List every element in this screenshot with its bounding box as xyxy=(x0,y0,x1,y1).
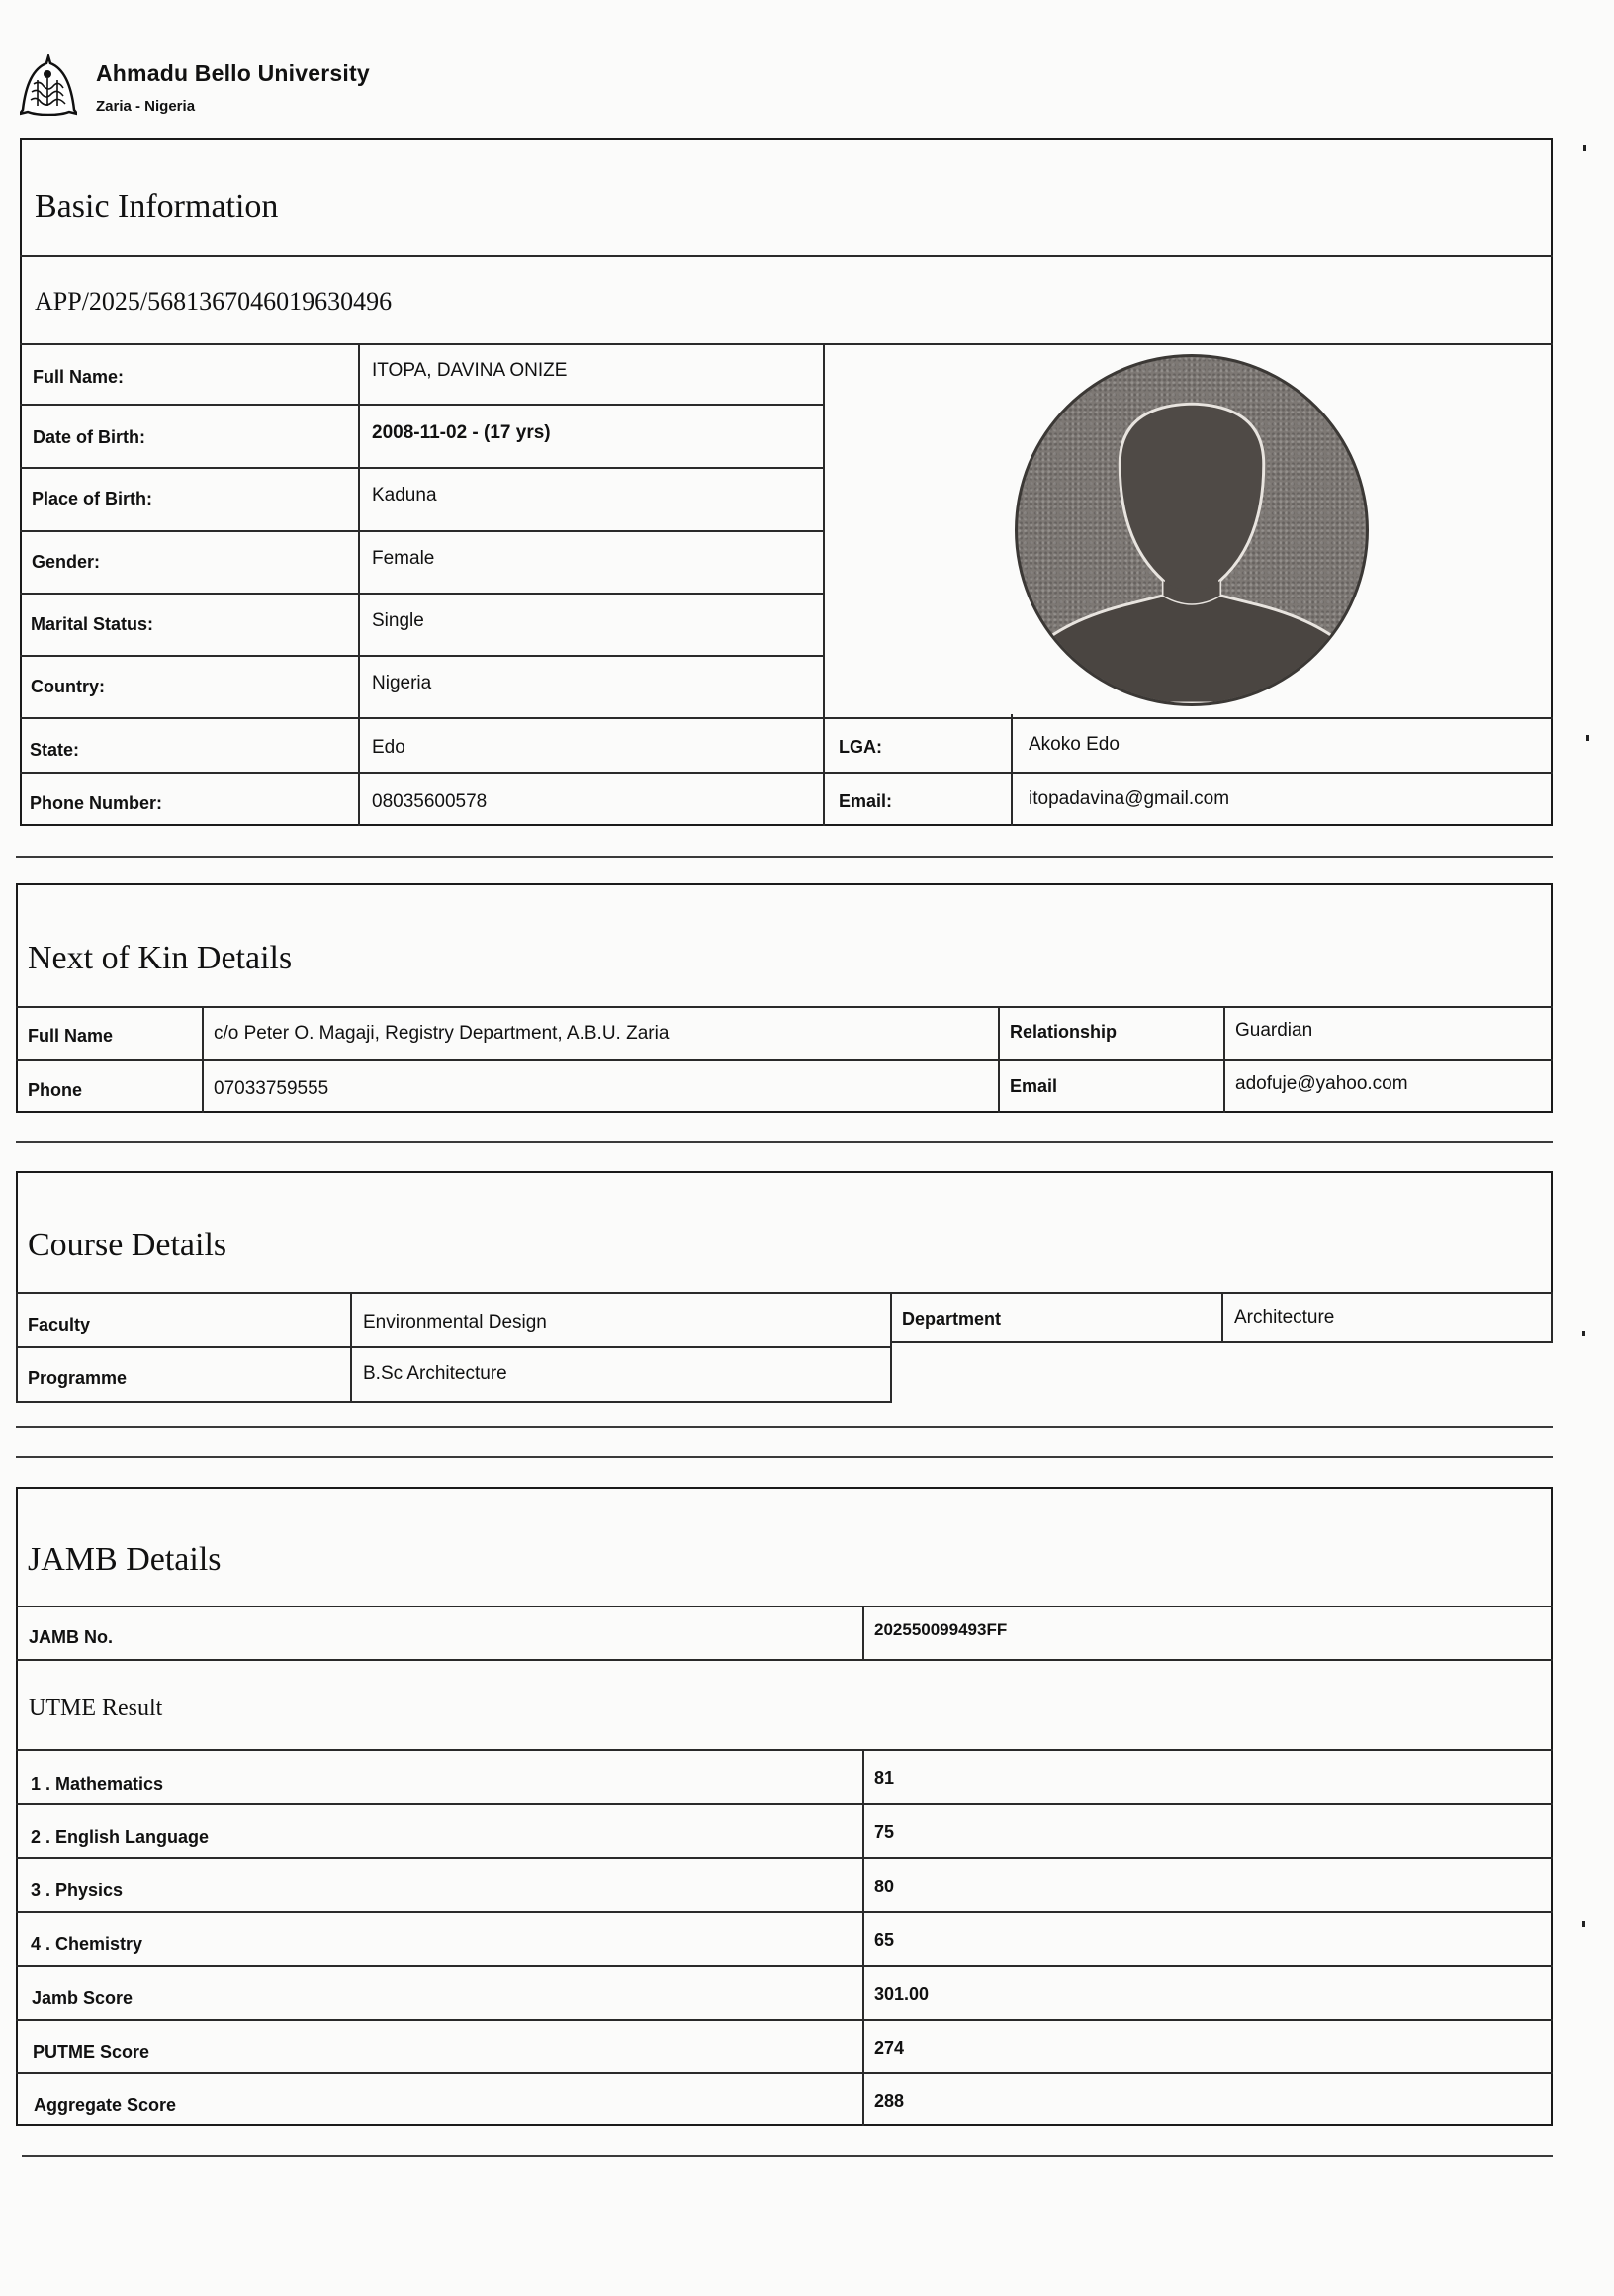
place-of-birth-value: Kaduna xyxy=(372,485,437,505)
date-of-birth-label: Date of Birth: xyxy=(33,427,145,447)
divider xyxy=(16,1346,892,1348)
section-divider xyxy=(16,1426,1553,1428)
divider xyxy=(20,593,823,595)
divider xyxy=(16,1606,1553,1607)
section-title-jamb-details: JAMB Details xyxy=(28,1541,222,1578)
marital-status-value: Single xyxy=(372,610,424,631)
date-of-birth-value: 2008-11-02 - (17 yrs) xyxy=(372,422,551,443)
kin-full-name-value: c/o Peter O. Magaji, Registry Department, A.B.U. Zaria xyxy=(214,1023,670,1044)
divider xyxy=(20,530,823,532)
faculty-value: Environmental Design xyxy=(363,1312,547,1332)
divider xyxy=(16,1857,1553,1859)
place-of-birth-label: Place of Birth: xyxy=(32,489,153,508)
programme-label: Programme xyxy=(28,1368,128,1388)
kin-full-name-label: Full Name xyxy=(28,1026,114,1046)
marital-status-label: Marital Status: xyxy=(31,614,154,634)
university-crest-icon xyxy=(20,54,77,116)
divider xyxy=(16,1749,1553,1751)
divider xyxy=(16,1292,1553,1294)
full-name-label: Full Name: xyxy=(33,367,125,387)
department-value: Architecture xyxy=(1234,1307,1335,1328)
section-divider xyxy=(16,856,1553,858)
result-label: 3 . Physics xyxy=(31,1881,124,1900)
divider xyxy=(20,467,823,469)
divider xyxy=(16,2072,1553,2074)
gender-value: Female xyxy=(372,548,435,569)
email-value: itopadavina@gmail.com xyxy=(1029,788,1230,809)
divider xyxy=(1551,1292,1553,1343)
kin-phone-value: 07033759555 xyxy=(214,1078,329,1099)
application-id: APP/2025/5681367046019630496 xyxy=(35,287,393,316)
divider xyxy=(1011,714,1013,826)
result-label: Aggregate Score xyxy=(34,2095,177,2115)
jamb-details-section xyxy=(16,1487,1553,2126)
result-label: 4 . Chemistry xyxy=(31,1934,143,1954)
scan-mark xyxy=(1583,145,1586,151)
divider xyxy=(16,1059,1553,1061)
result-value: 81 xyxy=(874,1768,895,1788)
divider xyxy=(823,343,825,826)
divider xyxy=(1223,1006,1225,1113)
university-name: Ahmadu Bello University xyxy=(96,60,370,86)
divider xyxy=(16,1803,1553,1805)
divider xyxy=(20,772,1553,774)
phone-number-label: Phone Number: xyxy=(30,793,163,813)
kin-email-value: adofuje@yahoo.com xyxy=(1235,1073,1408,1094)
country-label: Country: xyxy=(31,677,105,696)
result-label: 2 . English Language xyxy=(31,1827,210,1847)
divider xyxy=(16,2019,1553,2021)
result-value: 274 xyxy=(874,2038,905,2058)
scan-mark xyxy=(1582,1921,1585,1927)
divider xyxy=(862,1606,864,1659)
state-label: State: xyxy=(30,740,80,760)
divider xyxy=(202,1006,204,1113)
scan-mark xyxy=(1586,735,1589,741)
divider xyxy=(20,404,823,406)
scan-mark xyxy=(1582,1331,1585,1336)
divider xyxy=(20,343,1553,345)
kin-relationship-label: Relationship xyxy=(1010,1022,1118,1042)
kin-phone-label: Phone xyxy=(28,1080,83,1100)
divider xyxy=(1221,1292,1223,1343)
section-title-basic-information: Basic Information xyxy=(35,188,279,225)
result-value: 301.00 xyxy=(874,1984,930,2004)
divider xyxy=(862,1749,864,2126)
divider xyxy=(890,1341,1553,1343)
country-value: Nigeria xyxy=(372,673,432,693)
lga-label: LGA: xyxy=(839,737,882,757)
jamb-no-value: 202550099493FF xyxy=(874,1620,1008,1639)
phone-number-value: 08035600578 xyxy=(372,791,488,812)
lga-value: Akoko Edo xyxy=(1029,734,1120,755)
divider xyxy=(998,1006,1000,1113)
divider xyxy=(16,1401,892,1403)
full-name-value: ITOPA, DAVINA ONIZE xyxy=(372,360,568,381)
divider xyxy=(20,717,1553,719)
result-label: PUTME Score xyxy=(33,2042,150,2062)
faculty-label: Faculty xyxy=(28,1315,91,1334)
department-label: Department xyxy=(902,1309,1002,1329)
divider xyxy=(16,1911,1553,1913)
divider xyxy=(16,1965,1553,1967)
profile-silhouette-icon xyxy=(1015,354,1369,706)
divider xyxy=(20,255,1553,257)
jamb-no-label: JAMB No. xyxy=(29,1627,113,1647)
divider xyxy=(20,655,823,657)
section-title-course-details: Course Details xyxy=(28,1227,227,1263)
result-label: 1 . Mathematics xyxy=(31,1774,164,1793)
result-value: 80 xyxy=(874,1877,895,1896)
result-value: 288 xyxy=(874,2091,905,2111)
programme-value: B.Sc Architecture xyxy=(363,1363,507,1384)
divider xyxy=(358,343,360,826)
university-location: Zaria - Nigeria xyxy=(96,98,196,115)
result-value: 75 xyxy=(874,1822,895,1842)
result-label: Jamb Score xyxy=(32,1988,134,2008)
course-details-section xyxy=(16,1171,1553,1294)
kin-relationship-value: Guardian xyxy=(1235,1020,1313,1041)
state-value: Edo xyxy=(372,737,405,758)
result-value: 65 xyxy=(874,1930,895,1950)
divider xyxy=(16,1659,1553,1661)
divider xyxy=(16,1006,1553,1008)
section-divider xyxy=(22,2155,1553,2157)
section-title-next-of-kin: Next of Kin Details xyxy=(28,940,293,976)
gender-label: Gender: xyxy=(32,552,101,572)
section-divider xyxy=(16,1141,1553,1143)
section-divider xyxy=(16,1456,1553,1458)
utme-result-title: UTME Result xyxy=(29,1696,163,1721)
email-label: Email: xyxy=(839,791,893,811)
kin-email-label: Email xyxy=(1010,1076,1058,1096)
